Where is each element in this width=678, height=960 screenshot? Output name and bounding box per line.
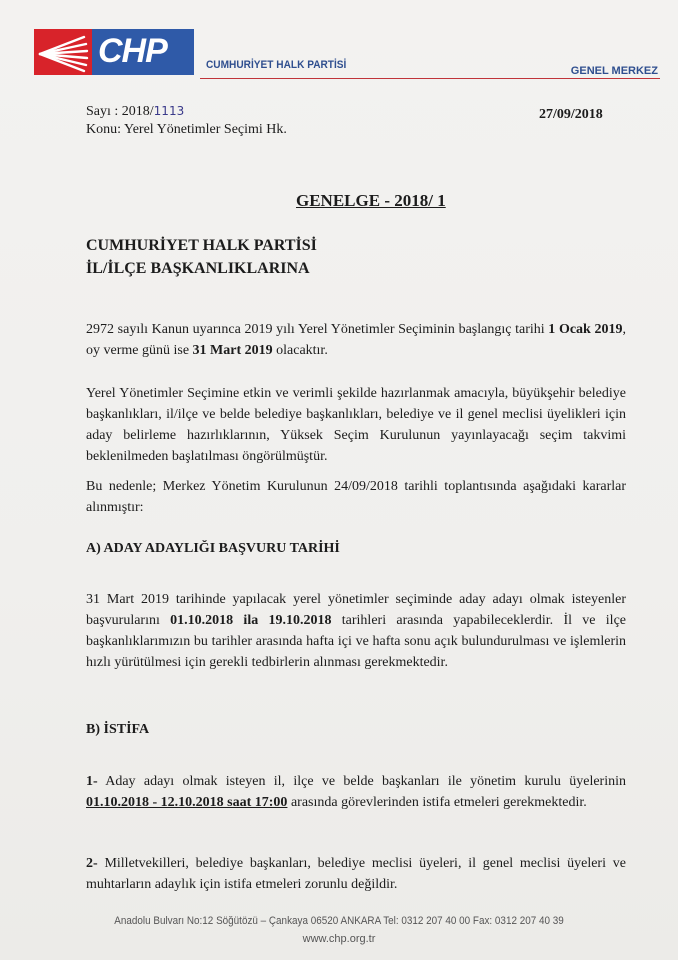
addressee-line-1: CUMHURİYET HALK PARTİSİ [86, 237, 317, 254]
department-label: GENEL MERKEZ [570, 65, 658, 77]
item-2-number: 2- [86, 856, 98, 871]
sayi-handwritten: 1113 [153, 104, 185, 118]
p1-vote-date: 31 Mart 2019 [192, 343, 273, 358]
six-arrows-emblem-icon [34, 29, 92, 75]
p1-text-3: olacaktır. [272, 343, 328, 358]
sayi-colon: : [114, 104, 122, 119]
section-b-heading: B) İSTİFA [86, 722, 150, 737]
reference-number [86, 104, 184, 120]
section-a-connector: ila [233, 613, 269, 628]
addressee-line-2: İL/İLÇE BAŞKANLIKLARINA [86, 260, 310, 277]
section-a-text-2: tarihleri arasında yapabileceklerdir. İl ve ilçe başkanlıklarımızın bu tarihler arasında hafta içi ve hafta sonu açık bulundurulması ve işlemlerin hızlı yürütülmesi için gerekli tedbirlerin alınması gerekmektedir. [86, 613, 626, 670]
p1-text-2: , oy verme günü ise [86, 322, 626, 358]
item-1-number: 1- [86, 774, 98, 789]
konu-value: Yerel Yönetimler Seçimi Hk. [123, 122, 287, 137]
subject-line [86, 122, 287, 138]
chp-logo [34, 29, 194, 75]
item-1-text: Aday adayı olmak isteyen il, ilçe ve belde başkanları ile yönetim kurulu üyelerinin [97, 774, 626, 789]
section-a-date-start: 01.10.2018 [170, 613, 234, 628]
section-a-date-end: 19.10.2018 [268, 613, 332, 628]
logo-wordmark [92, 29, 194, 75]
item-1-text-2: arasında görevlerinden istifa etmeleri gerekmektedir. [287, 795, 587, 810]
p1-text: 2972 sayılı Kanun uyarınca 2019 yılı Yerel Yönetimler Seçiminin başlangıç tarihi [86, 322, 545, 337]
sayi-label: Sayı [86, 104, 111, 119]
item-2-text: Milletvekilleri, belediye başkanları, belediye meclisi üyeleri, il genel meclisi üyeleri ve muhtarların adaylık için istifa etmeleri zorunlu değildir. [86, 856, 626, 892]
logo-text: CHP [98, 32, 167, 70]
section-b-item-2 [86, 853, 626, 895]
section-b-item-1 [86, 771, 626, 813]
document-date: 27/09/2018 [539, 107, 603, 122]
p1-start-date: 1 Ocak 2019 [548, 322, 623, 337]
document-title: GENELGE - 2018/ 1 [296, 191, 446, 210]
section-a-paragraph [86, 589, 626, 673]
section-a-text-1: 31 Mart 2019 tarihinde yapılacak yerel yönetimler seçiminde aday adayı olmak isteyenler başvurularını [86, 592, 626, 628]
footer-website: www.chp.org.tr [302, 933, 376, 945]
footer-address: Anadolu Bulvarı No:12 Söğütözü – Çankaya 06520 ANKARA Tel: 0312 207 40 00 Fax: 0312 207 40 39 [114, 915, 564, 927]
party-name: CUMHURİYET HALK PARTİSİ [206, 59, 347, 71]
item-1-deadline: 01.10.2018 - 12.10.2018 saat 17:00 [86, 795, 288, 810]
paragraph-2: Yerel Yönetimler Seçimine etkin ve verimli şekilde hazırlanmak amacıyla, büyükşehir belediye başkanlıkları, il/ilçe ve belde belediye başkanlıkları, belediye ve il genel meclisi üyelikleri için aday belirleme hazırlıklarının, Yüksek Seçim Kurulunun yayınlayacağı seçim takvimi beklenilmeden başlatılması öngörülmüştür. [86, 386, 626, 464]
paragraph-3: Bu nedenle; Merkez Yönetim Kurulunun 24/09/2018 tarihli toplantısında aşağıdaki kararlar alınmıştır: [86, 479, 626, 515]
header-divider [200, 78, 660, 79]
paragraph-1 [86, 319, 626, 361]
sayi-value: 2018/ [121, 104, 154, 119]
konu-label: Konu: [86, 122, 121, 137]
section-a-heading: A) ADAY ADAYLIĞI BAŞVURU TARİHİ [86, 541, 340, 556]
